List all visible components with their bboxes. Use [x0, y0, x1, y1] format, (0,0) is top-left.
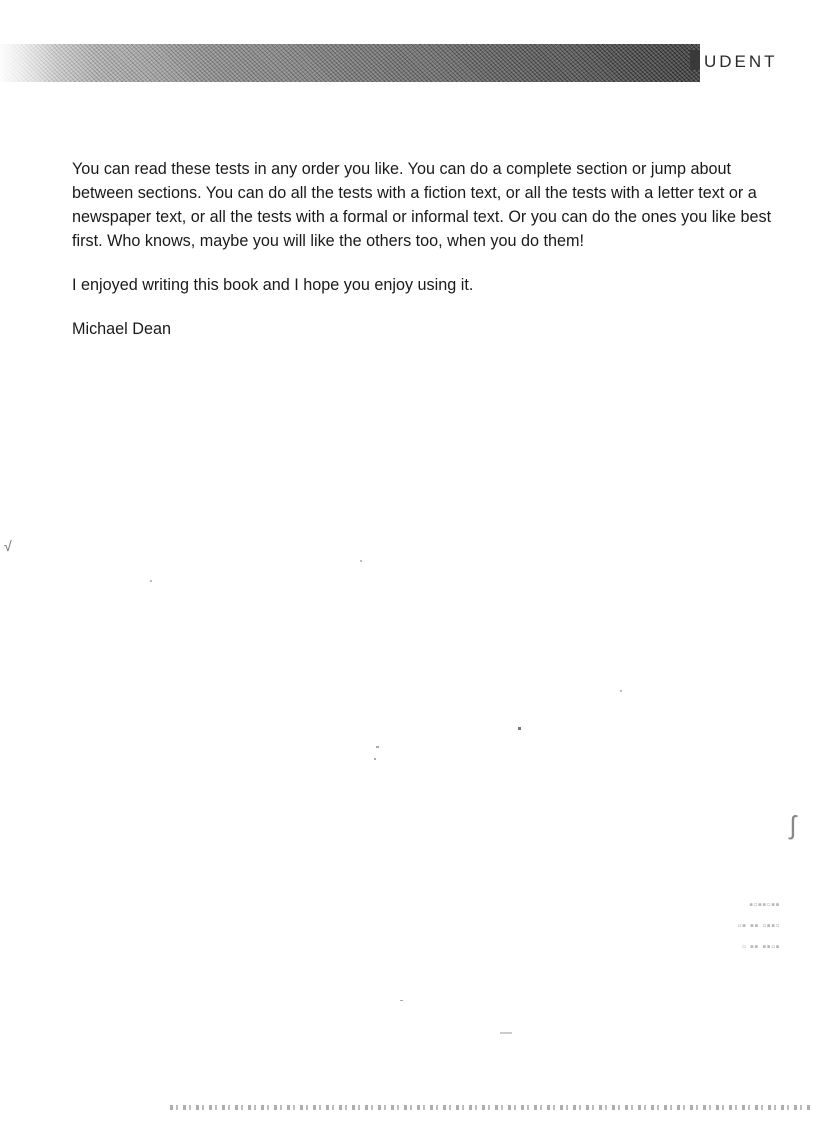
- scan-speck: [620, 690, 622, 692]
- scan-speck: [376, 746, 379, 748]
- header-band-edge: [690, 50, 700, 70]
- scan-speck: [400, 1000, 403, 1001]
- margin-curl-mark: ʃ: [790, 810, 796, 840]
- page-content: [72, 157, 784, 341]
- bleed-through-line: ▫ ▪▪ ▪▪▫▪: [742, 941, 780, 953]
- margin-tick-mark: √: [4, 538, 12, 554]
- scan-speck: [500, 1032, 512, 1034]
- author-signature: Michael Dean: [72, 320, 171, 338]
- scan-speck: [374, 758, 376, 760]
- bottom-scan-edge: [170, 1105, 810, 1110]
- scan-speck: [150, 580, 152, 582]
- bleed-through-line: ▫▪ ▪▪ ▫▪▪▫: [737, 920, 780, 932]
- scan-speck: [360, 560, 362, 562]
- closing-paragraph: I enjoyed writing this book and I hope you enjoy using it.: [72, 276, 474, 294]
- scan-speck: [518, 727, 521, 730]
- bleed-through-line: ▪▫▪▪▫▪▪: [749, 899, 780, 911]
- bleed-through-block: [660, 895, 780, 958]
- header-band: [0, 44, 700, 82]
- running-header: UDENT: [704, 52, 778, 71]
- intro-paragraph: You can read these tests in any order you like. You can do a complete section or jump about between sections. You can do all the tests with a fiction text, or all the tests with a letter text or a newspaper text, or all the tests with a formal or informal text. Or you can do the ones you like best first. Who knows, maybe you will like the others too, when you do them!: [72, 160, 772, 250]
